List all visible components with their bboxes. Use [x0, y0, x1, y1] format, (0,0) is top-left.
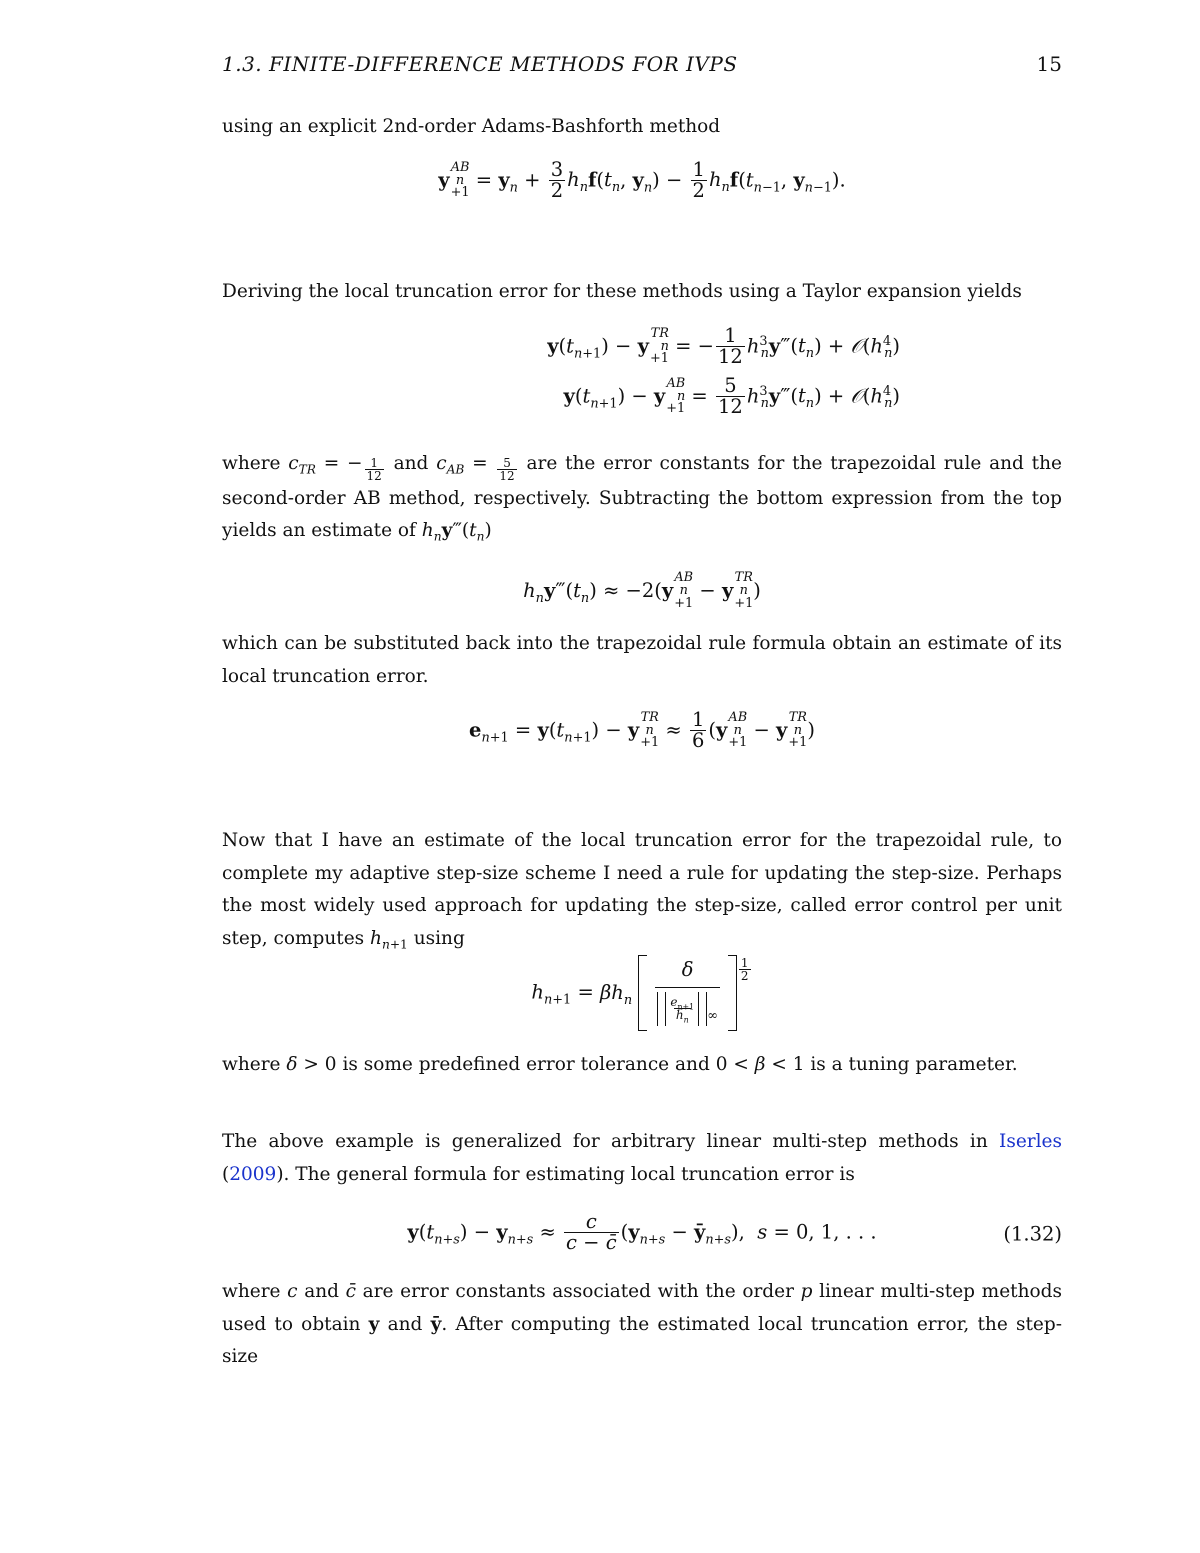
paragraph-generalization: The above example is generalized for arbitrary linear multi-step methods in Iserles (2009). The general formula for estimating local truncation error is: [222, 1131, 1062, 1185]
para-text: which can be substituted back into the trapezoidal rule formula obtain an estimate of its local truncation error.: [222, 633, 1062, 687]
paragraph-taylor: [222, 276, 1062, 309]
para-text: using an explicit 2nd-order Adams-Bashforth method: [222, 116, 721, 137]
para-text: and: [304, 1281, 339, 1302]
paragraph-ab-intro: [222, 111, 1062, 144]
para-text: The above example is generalized for arbitrary linear multi-step methods in: [222, 1131, 988, 1152]
equation-step-size-update: $h_{n+1} = \beta h_n$ δ $\frac{e_{n+1}}{h_n}$ $_\infty$ $^{\frac{1}{2}}$: [222, 955, 1062, 1031]
para-text: and: [393, 453, 429, 474]
para-text: where: [222, 1281, 281, 1302]
para-text: The general formula for estimating local truncation error is: [295, 1163, 855, 1185]
para-text: Now that I have an estimate of the local truncation error for the trapezoidal rule, to complete my adaptive step-size scheme I need a rule for updating the step-size. Perhaps the most widely used approach for updating the step-size, called error control per unit step, computes: [222, 830, 1062, 949]
para-text: After computing the estimated local truncation error, the step-size: [222, 1313, 1062, 1367]
para-text: are the error constants for the trapezoidal rule and the second-order AB method, respectively. Subtracting the bottom expression from the top yields an estimate of: [222, 453, 1062, 542]
paragraph-substitute: [222, 628, 1062, 693]
para-text: is some predefined error tolerance and: [342, 1054, 710, 1075]
para-text: and: [387, 1313, 423, 1335]
citation-link-year[interactable]: 2009: [229, 1163, 277, 1185]
equation-third-derivative-estimate: $h_ny‴(t_n) \approx -2(y$ AB n +1 − y TR n +1): [523, 570, 761, 611]
paragraph-error-constants: where $c_{TR}$ = − $\frac{1}{12}$ and $c_{AB}$ = $\frac{5}{12}$ are the error constants for the trapezoidal rule and the second-order AB method, respectively. Subtracting the bottom expression from the top yields an estimate of $h_ny‴(t_n)$: [222, 453, 1062, 544]
section-title: 1.3. FINITE-DIFFERENCE METHODS FOR IVPS: [222, 52, 738, 76]
equation-adams-bashforth: y AB n $+1 = y_n$ + $\frac{3}{2}$ $h_nf(t_n$, $y_n$) − $\frac{1}{2}$ $h_nf(t_{n-1}$, $y_{n-1}$).: [438, 158, 846, 203]
para-text: where: [222, 453, 281, 474]
equation-lte-ab: $y(t_{n+1}) - y$ AB n +1 = $\frac{5}{12}$ $h^3_ny‴(t_n)$ + $𝒪(h^4_n)$: [563, 374, 900, 419]
paragraph-step-size-rule: Now that I have an estimate of the local truncation error for the trapezoidal rule, to complete my adaptive step-size scheme I need a rule for updating the step-size. Perhaps the most widely used approach for updating the step-size, called error control per unit step, computes $h_{n+1}$ using: [222, 830, 1062, 952]
para-text: is a tuning parameter.: [810, 1054, 1018, 1075]
citation-link-author[interactable]: Iserles: [999, 1131, 1062, 1152]
para-text: where: [222, 1054, 281, 1075]
equation-number: (1.32): [1003, 1222, 1062, 1246]
paragraph-error-constants-general: where c and c̄ are error constants associated with the order p linear multi-step methods used to obtain y and ȳ. After computing the estimated local truncation error, the step-size: [222, 1281, 1062, 1367]
para-text: linear multi-step methods used to obtain: [222, 1281, 1062, 1335]
equation-local-error-estimate: $e_{n+1} = y(t_{n+1}) - y$ TR n +1 ≈ $\frac{1}{6}$ (y AB n +1 − y TR n +1): [469, 708, 815, 753]
equation-1-32: $y(t_{n+s}) - y_{n+s}$ ≈ $\frac{c}{c - c̄}$ ($y_{n+s}$ − $ȳ_{n+s}$), s = 0, 1, . . . (1.32): [407, 1210, 1062, 1255]
running-header: [222, 52, 1062, 80]
paragraph-tolerance: where δ > 0 is some predefined error tolerance and 0 < β < 1 is a tuning parameter.: [222, 1054, 1018, 1075]
para-text: are error constants associated with the order: [362, 1281, 794, 1302]
para-text: Deriving the local truncation error for these methods using a Taylor expansion yields: [222, 281, 1022, 302]
page-number: 15: [1036, 52, 1062, 76]
para-text: using: [413, 927, 465, 949]
equation-lte-trapezoidal: $y(t_{n+1}) - y$ TR n +1 = − $\frac{1}{12}$ $h^3_ny‴(t_n)$ + $𝒪(h^4_n)$: [547, 324, 900, 369]
